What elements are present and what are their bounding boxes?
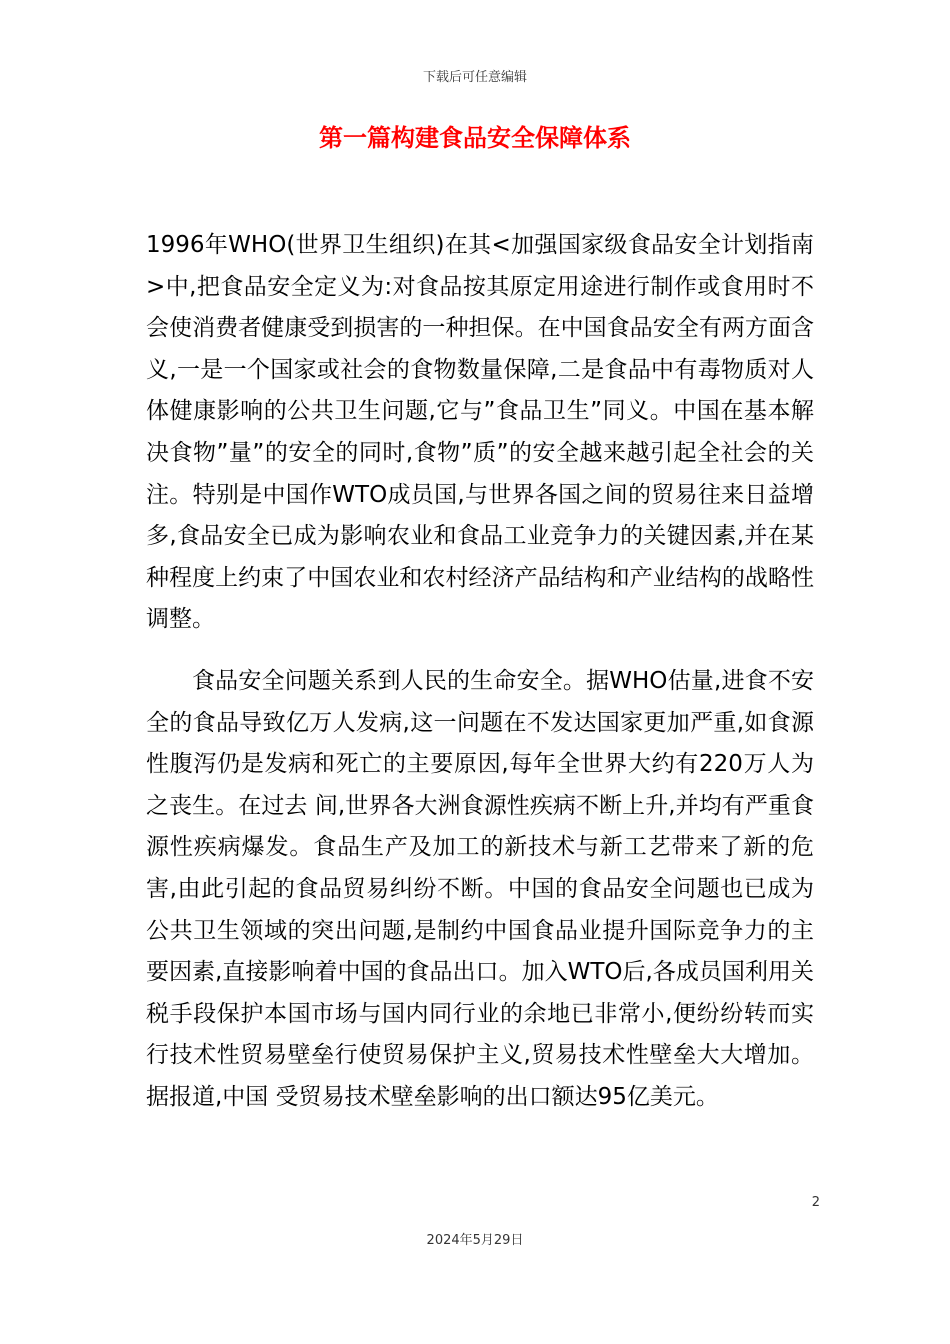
paragraph-2: 食品安全问题关系到人民的生命安全。据WHO估量,进食不安全的食品导致亿万人发病,这一问题在不发达国家更加严重,如食源性腹泻仍是发病和死亡的主要原因,每年全世界大约有220万人为之丧生。在过去 间,世界各大洲食源性疾病不断上升,并均有严重食源性疾病爆发。食品生产及加工的新技术与新工艺带来了新的危害,由此引起的食品贸易纠纷不断。中国的食品安全问题也已成为公共卫生领域的突出问题,是制约中国食品业提升国际竞争力的主要因素,直接影响着中国的食品出口。加入WTO后,各成员国利用关税手段保护本国市场与国内同行业的余地已非常小,便纷纷转而实行技术性贸易壁垒行使贸易保护主义,贸易技术性壁垒大大增加。据报道,中国 受贸易技术壁垒影响的出口额达95亿美元。	[146, 668, 814, 1110]
header-note: 下载后可任意编辑	[422, 70, 527, 85]
footer-date: 2024年5月29日	[426, 1233, 524, 1248]
page-number: 2	[811, 1195, 820, 1210]
document-title: 第一篇构建食品安全保障体系	[319, 124, 631, 152]
paragraph-1: 1996年WHO(世界卫生组织)在其<加强国家级食品安全计划指南>中,把食品安全定义为:对食品按其原定用途进行制作或食用时不会使消费者健康受到损害的一种担保。在中国食品安全有两方面含义,一是一个国家或社会的食物数量保障,二是食品中有毒物质对人体健康影响的公共卫生问题,它与”食品卫生”同义。中国在基本解决食物”量”的安全的同时,食物”质”的安全越来越引起全社会的关注。特别是中国作WTO成员国,与世界各国之间的贸易往来日益增多,食品安全已成为影响农业和食品工业竞争力的关键因素,并在某种程度上约束了中国农业和农村经济产品结构和产业结构的战略性调整。	[146, 232, 814, 633]
